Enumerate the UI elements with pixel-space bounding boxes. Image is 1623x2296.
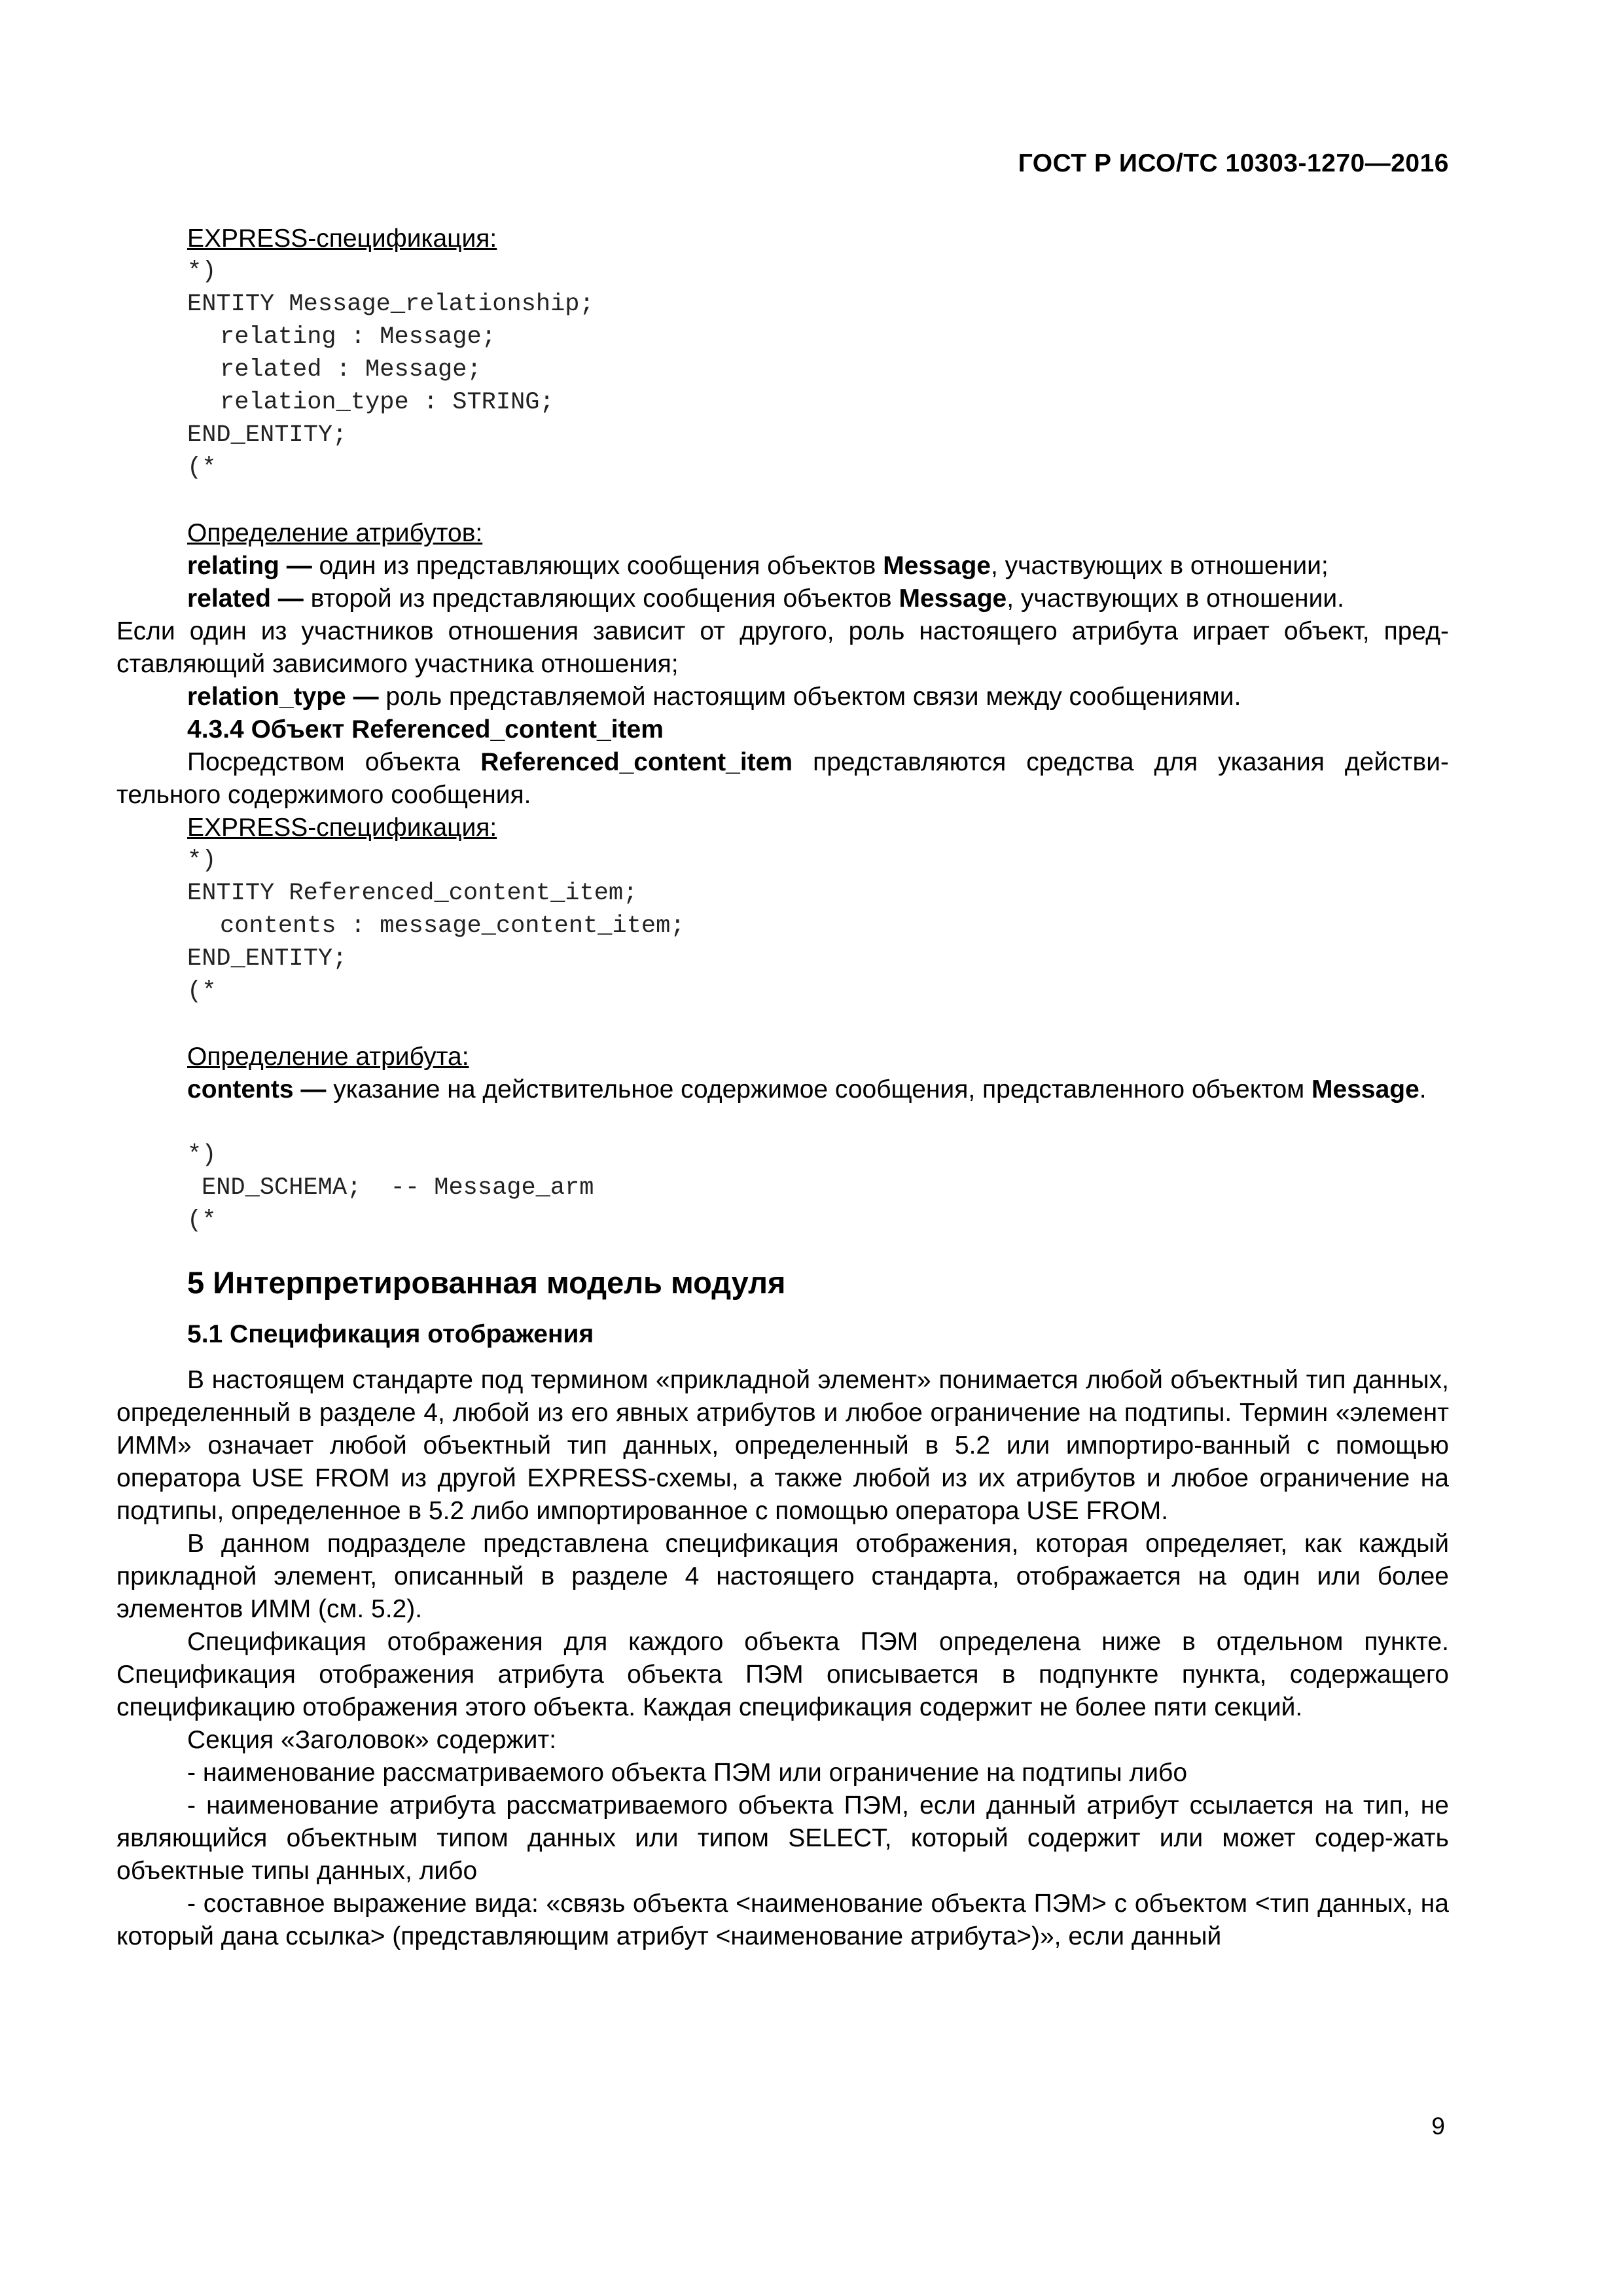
express-spec-label: EXPRESS-спецификация: xyxy=(187,224,497,253)
section-4-3-4-intro: Посредством объекта Referenced_content_item представляются средства для указания действи-тельного содержимого сообщения. xyxy=(116,748,1449,809)
section-title-5: 5 Интерпретированная модель модуля xyxy=(187,1265,786,1300)
document-header: ГОСТ Р ИСО/ТС 10303-1270—2016 xyxy=(1018,149,1449,177)
paragraph: Спецификация отображения для каждого объекта ПЭМ определена ниже в отдельном пункте. Спецификация отображения атрибута объекта ПЭМ описывается в подпункте пункта, содержащего спецификацию отображения этого объекта. Каждая спецификация содержит не более пяти секций. xyxy=(116,1628,1449,1721)
list-item: - составное выражение вида: «связь объекта <наименование объекта ПЭМ> с объектом <тип данных, на который дана ссылка> (представляющим атрибут <наименование атрибута>)», если данный xyxy=(116,1890,1449,1950)
attr-relation-type: relation_type — роль представляемой настоящим объектом связи между сообщениями. xyxy=(187,683,1241,711)
express-spec-label: EXPRESS-спецификация: xyxy=(187,814,497,842)
attribute-label: Определение атрибута: xyxy=(187,1043,469,1071)
section-title-4-3-4: 4.3.4 Объект Referenced_content_item xyxy=(187,715,664,744)
document-page xyxy=(116,0,1449,2296)
code-line: ENTITY Message_relationship; xyxy=(187,291,594,318)
code-line: ENTITY Referenced_content_item; xyxy=(187,880,638,907)
paragraph: Секция «Заголовок» содержит: xyxy=(187,1726,557,1754)
code-line: contents : message_content_item; xyxy=(220,912,685,940)
code-line: (* xyxy=(187,1207,217,1234)
paragraph: В настоящем стандарте под термином «прикладной элемент» понимается любой объектный тип данных, определенный в разделе 4, любой из его явных атрибутов и любое ограничение на подтипы. Термин «элемент ИММ» означает любой объектный тип данных, определенный в 5.2 или импортиро-ванный с помощью оператора USE FROM из другой EXPRESS-схемы, а также любой из их атрибутов и любое ограничение на подтипы, определенное в 5.2 либо импортированное с помощью оператора USE FROM. xyxy=(116,1366,1449,1525)
attr-related: related — второй из представляющих сообщения объектов Message, участвующих в отношении. xyxy=(187,584,1344,613)
attr-relating: relating — один из представляющих сообщения объектов Message, участвующих в отношении; xyxy=(187,552,1329,580)
section-title-5-1: 5.1 Спецификация отображения xyxy=(187,1320,594,1348)
code-line: END_SCHEMA; -- Message_arm xyxy=(202,1174,594,1202)
code-line: *) xyxy=(187,1141,217,1169)
code-line: END_ENTITY; xyxy=(187,945,348,973)
code-line: (* xyxy=(187,454,217,482)
code-line: related : Message; xyxy=(220,356,482,384)
page-number: 9 xyxy=(1431,2113,1445,2140)
list-item: - наименование атрибута рассматриваемого объекта ПЭМ, если данный атрибут ссылается на тип, не являющийся объектным типом данных или типом SELECT, который содержит или может содер-жать объектные типы данных, либо xyxy=(116,1791,1449,1885)
code-line: *) xyxy=(187,847,217,874)
code-line: (* xyxy=(187,978,217,1005)
attr-related-continuation: Если один из участников отношения зависит от другого, роль настоящего атрибута играет объект, пред-ставляющий зависимого участника отношения; xyxy=(116,617,1449,678)
code-line: END_ENTITY; xyxy=(187,422,348,449)
list-item: - наименование рассматриваемого объекта ПЭМ или ограничение на подтипы либо xyxy=(187,1759,1188,1787)
page-content xyxy=(116,223,1449,1953)
attr-contents: contents — указание на действительное содержимое сообщения, представленного объектом Message. xyxy=(187,1075,1427,1103)
code-line: *) xyxy=(187,258,217,285)
paragraph: В данном подразделе представлена спецификация отображения, которая определяет, как каждый прикладной элемент, описанный в разделе 4 настоящего стандарта, отображается на один или более элементов ИММ (см. 5.2). xyxy=(116,1530,1449,1623)
code-line: relating : Message; xyxy=(220,323,496,351)
attributes-label: Определение атрибутов: xyxy=(187,519,483,547)
code-line: relation_type : STRING; xyxy=(220,389,554,416)
